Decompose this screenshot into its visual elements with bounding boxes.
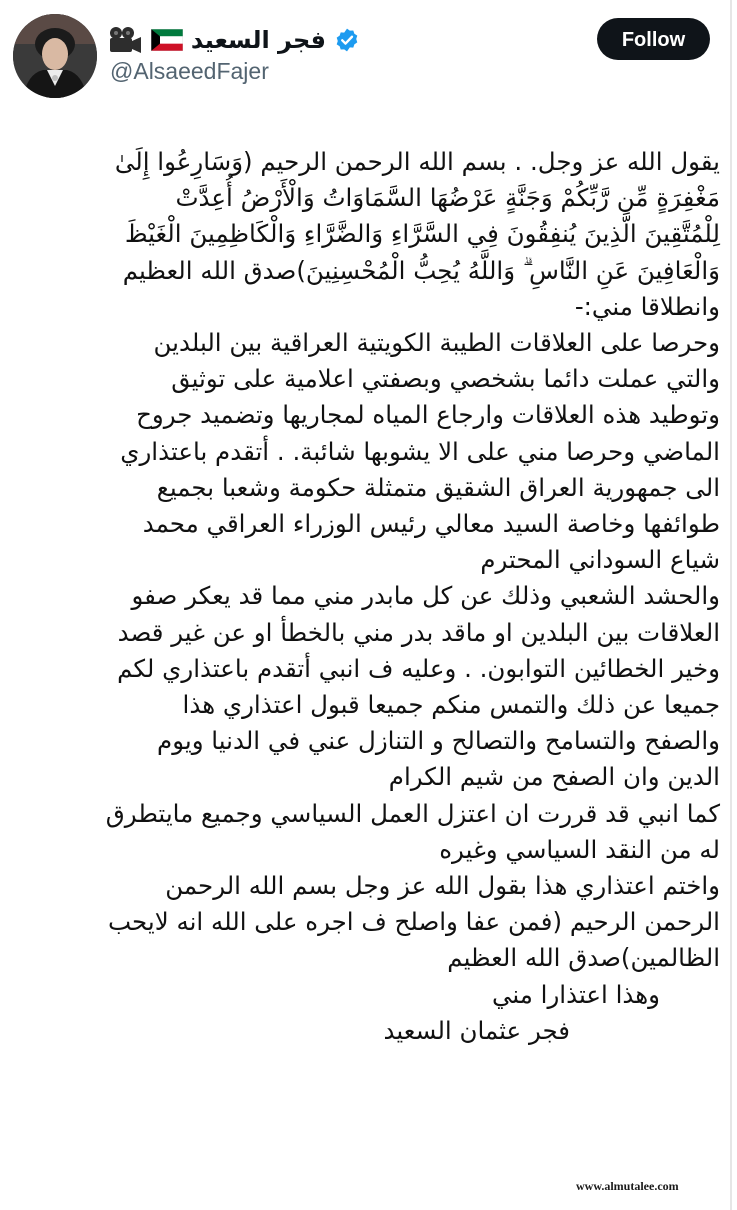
tweet-line: جميعا عن ذلك والتمس منكم جميعا قبول اعتذاري هذا	[182, 690, 720, 720]
tweet-line: يقول الله عز وجل. . بسم الله الرحمن الرحيم (وَسَارِعُوا إِلَىٰ	[114, 147, 720, 176]
tweet-line: وَالْعَافِينَ عَنِ النَّاسِ ۗ وَاللَّهُ يُحِبُّ الْمُحْسِنِينَ)صدق الله العظيم	[122, 255, 720, 285]
tweet-line: مَغْفِرَةٍ مِّن رَّبِّكُمْ وَجَنَّةٍ عَرْضُهَا السَّمَاوَاتُ وَالْأَرْضُ أُعِدَّتْ	[175, 183, 720, 213]
avatar[interactable]	[13, 14, 97, 98]
tweet-line: والحشد الشعبي وذلك عن كل مابدر مني مما قد يعكر صفو	[131, 581, 720, 611]
tweet-line: الماضي وحرصا مني على الا يشوبها شائبة. . أتقدم باعتذاري	[120, 436, 720, 466]
page-edge	[730, 0, 732, 1210]
tweet-line: والصفح والتسامح والتصالح و التنازل عني في الدنيا ويوم	[157, 726, 720, 756]
movie-camera-icon	[107, 26, 143, 54]
tweet-line: والتي عملت دائما بشخصي وبصفتي اعلامية على توثيق	[171, 364, 720, 394]
tweet-line: الرحمن الرحيم (فمن عفا واصلح ف اجره على الله انه لايحب	[108, 907, 720, 937]
avatar-image	[13, 14, 97, 98]
tweet-line: وتوطيد هذه العلاقات وارجاع المياه لمجاريها وتضميد جروح	[136, 400, 720, 430]
tweet-line: لِلْمُتَّقِينَ الَّذِينَ يُنفِقُونَ فِي السَّرَّاءِ وَالضَّرَّاءِ وَالْكَاظِمِينَ الْغَيْظَ	[124, 219, 720, 249]
follow-button[interactable]: Follow	[597, 18, 710, 60]
tweet-line: العلاقات بين البلدين او ماقد بدر مني بالخطأ او عن غير قصد	[117, 617, 720, 647]
tweet-line: الى جمهورية العراق الشقيق متمثلة حكومة وشعبا بجميع	[156, 472, 720, 502]
tweet-line: وانطلاقا مني:-	[574, 291, 720, 321]
tweet-line: الظالمين)صدق الله العظيم	[447, 943, 720, 973]
tweet-line: له من النقد السياسي وغيره	[439, 834, 720, 864]
tweet-text	[20, 144, 720, 1049]
kuwait-flag-icon	[151, 29, 183, 51]
user-handle[interactable]: @AlsaeedFajer	[110, 58, 269, 84]
tweet-line: كما انبي قد قررت ان اعتزل العمل السياسي وجميع مايتطرق	[105, 798, 720, 828]
tweet-line: الدين وان الصفح من شيم الكرام	[388, 762, 720, 792]
display-name[interactable]: فجر السعيد	[190, 26, 326, 54]
tweet-line: وحرصا على العلاقات الطيبة الكويتية العراقية بين البلدين	[153, 328, 720, 358]
tweet-line: وخير الخطائين التوابون. . وعليه ف انبي أتقدم باعتذاري لكم	[117, 653, 720, 683]
tweet-header	[0, 0, 737, 115]
tweet-line: طوائفها وخاصة السيد معالي رئيس الوزراء العراقي محمد	[142, 509, 720, 539]
name-row	[107, 20, 360, 60]
tweet-line: شياع السوداني المحترم	[480, 545, 720, 575]
tweet-line: وهذا اعتذارا مني	[491, 979, 660, 1009]
tweet-line: فجر عثمان السعيد	[383, 1015, 570, 1045]
verified-badge-icon	[334, 27, 360, 53]
tweet-line: واختم اعتذاري هذا بقول الله عز وجل بسم الله الرحمن	[165, 871, 720, 901]
watermark: www.almutalee.com	[576, 1179, 679, 1193]
